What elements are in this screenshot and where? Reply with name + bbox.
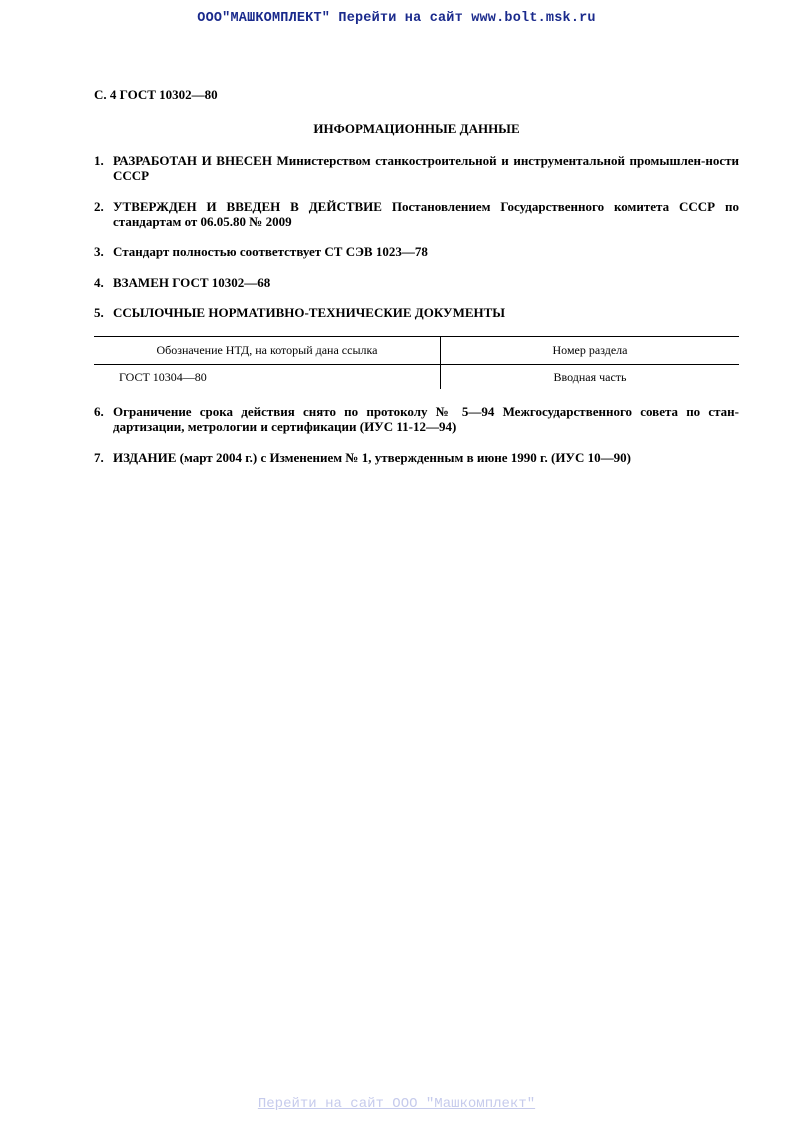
item-number: 1. — [94, 153, 104, 168]
references-table — [94, 336, 739, 389]
info-item-2 — [94, 199, 739, 229]
info-item-7 — [94, 450, 739, 465]
item-number: 5. — [94, 305, 104, 320]
table-cell-section: Вводная часть — [553, 369, 627, 384]
item-number: 2. — [94, 199, 104, 214]
footer-site-link[interactable]: Перейти на сайт ООО "Машкомплект" — [257, 1096, 536, 1112]
table-header-row — [94, 337, 739, 365]
info-item-3 — [94, 244, 739, 259]
item-number: 6. — [94, 404, 104, 419]
item-text: Ограничение срока действия снято по протоколу № 5—94 Межгосударственного совета по стан-дартизации, метрологии и сертификации (ИУС 11-12—94) — [113, 404, 739, 434]
header-banner-link[interactable]: ООО"МАШКОМПЛЕКТ" Перейти на сайт www.bolt.msk.ru — [197, 11, 596, 26]
item-text: ВЗАМЕН ГОСТ 10302—68 — [113, 275, 271, 290]
info-item-1 — [94, 153, 739, 183]
column-header-section: Номер раздела — [441, 337, 740, 365]
info-item-6 — [94, 404, 739, 434]
item-text: УТВЕРЖДЕН И ВВЕДЕН В ДЕЙСТВИЕ Постановлением Государственного комитета СССР по стандартам от 06.05.80 № 2009 — [113, 199, 739, 229]
item-number: 3. — [94, 244, 104, 259]
item-number: 4. — [94, 275, 104, 290]
page-reference: С. 4 ГОСТ 10302—80 — [94, 87, 218, 102]
table-row — [94, 365, 739, 390]
column-header-designation: Обозначение НТД, на который дана ссылка — [94, 337, 441, 365]
item-text: Стандарт полностью соответствует СТ СЭВ 1023—78 — [113, 244, 428, 259]
table-cell-designation: ГОСТ 10304—80 — [94, 365, 441, 390]
item-text: ССЫЛОЧНЫЕ НОРМАТИВНО-ТЕХНИЧЕСКИЕ ДОКУМЕНТЫ — [113, 305, 506, 320]
item-text: РАЗРАБОТАН И ВНЕСЕН Министерством станкостроительной и инструментальной промышлен-ности СССР — [113, 153, 739, 183]
item-text: ИЗДАНИЕ (март 2004 г.) с Изменением № 1, утвержденным в июне 1990 г. (ИУС 10—90) — [113, 450, 631, 465]
section-title: ИНФОРМАЦИОННЫЕ ДАННЫЕ — [313, 121, 520, 136]
info-item-5 — [94, 305, 739, 320]
item-number: 7. — [94, 450, 104, 465]
info-item-4 — [94, 275, 739, 290]
